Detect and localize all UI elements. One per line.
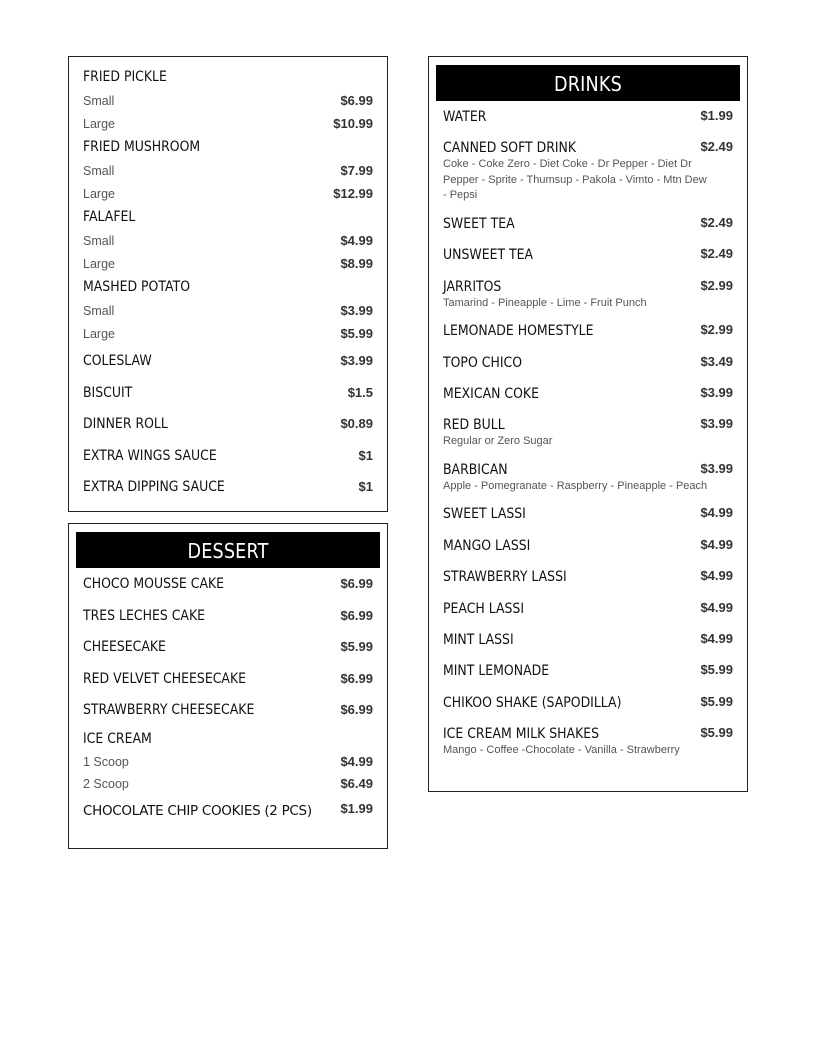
- item-price: $6.99: [340, 576, 373, 591]
- item-price: $0.89: [340, 416, 373, 431]
- item-name: BISCUIT: [83, 384, 133, 401]
- menu-item-red-velvet-cheesecake: [83, 663, 373, 695]
- item-name: STRAWBERRY LASSI: [443, 569, 567, 586]
- menu-item-falafel: [83, 205, 373, 229]
- item-name: CHOCO MOUSSE CAKE: [83, 576, 225, 592]
- menu-item-water: [443, 101, 733, 132]
- menu-item-barbican: [443, 454, 733, 495]
- item-name: UNSWEET TEA: [443, 247, 534, 264]
- variant-label: Large: [83, 187, 115, 201]
- item-price: $6.99: [340, 607, 373, 623]
- sides-list: [83, 65, 373, 503]
- variant-label: Large: [83, 257, 115, 271]
- dessert-menu-panel: [68, 523, 388, 849]
- item-price: $2.99: [700, 277, 733, 293]
- item-price: $7.99: [340, 163, 373, 178]
- menu-item-strawberry-lassi: [443, 561, 733, 592]
- item-name: MEXICAN COKE: [443, 385, 539, 402]
- item-name: EXTRA WINGS SAUCE: [83, 447, 217, 464]
- item-description: Coke - Coke Zero - Diet Coke - Dr Pepper - Diet Dr Pepper - Sprite - Thumsup - Pakola - Vimto - Mtn Dew - Pepsi: [443, 158, 707, 202]
- item-name: COLESLAW: [83, 353, 152, 369]
- item-name: DINNER ROLL: [83, 416, 168, 432]
- item-price: $3.99: [700, 460, 733, 476]
- item-description: Regular or Zero Sugar: [443, 435, 553, 448]
- item-name: CHEESECAKE: [83, 639, 166, 655]
- variant-label: Small: [83, 94, 115, 108]
- item-name: MINT LASSI: [443, 631, 514, 648]
- menu-item-tres-leches-cake: [83, 600, 373, 632]
- item-price: $1.5: [347, 384, 373, 400]
- item-price: $4.99: [700, 536, 733, 552]
- item-price: $6.99: [340, 702, 373, 717]
- item-price: $5.99: [700, 662, 733, 678]
- item-price: $4.99: [700, 505, 733, 521]
- menu-item-canned-soft-drink: [443, 132, 733, 204]
- dessert-header: [76, 532, 380, 568]
- menu-item-biscuit: [83, 377, 373, 409]
- item-price: $10.99: [333, 116, 373, 131]
- variant-row: [83, 159, 373, 182]
- item-price: $5.99: [700, 725, 733, 741]
- drinks-menu-panel: [428, 56, 748, 792]
- sides-menu-panel: [68, 56, 388, 512]
- menu-item-choco-mousse-cake: [83, 568, 373, 600]
- item-price: $1: [358, 447, 373, 463]
- variant-label: Large: [83, 327, 115, 341]
- variant-label: 1 Scoop: [83, 754, 129, 769]
- menu-item-ice-cream-milk-shakes: [443, 718, 733, 759]
- menu-item-mexican-coke: [443, 378, 733, 409]
- item-name: CANNED SOFT DRINK: [443, 140, 577, 157]
- item-name: EXTRA DIPPING SAUCE: [83, 479, 225, 495]
- menu-item-sweet-tea: [443, 208, 733, 239]
- item-price: $3.99: [700, 384, 733, 400]
- menu-item-jarritos: [443, 271, 733, 312]
- item-price: $6.49: [340, 776, 373, 791]
- variant-label: Large: [83, 117, 115, 131]
- variant-row: [83, 322, 373, 345]
- menu-item-mint-lemonade: [443, 655, 733, 686]
- item-price: $6.99: [340, 670, 373, 686]
- item-price: $2.49: [700, 214, 733, 230]
- variant-row: [83, 112, 373, 135]
- menu-item-mashed-potato: [83, 275, 373, 299]
- variant-row: [83, 750, 373, 773]
- item-name: TRES LECHES CAKE: [83, 607, 206, 624]
- menu-item-strawberry-cheesecake: [83, 694, 373, 726]
- item-price: $3.99: [340, 353, 373, 368]
- variant-label: Small: [83, 304, 115, 318]
- item-price: $5.99: [340, 639, 373, 654]
- variant-row: [83, 182, 373, 205]
- menu-item-lemonade-homestyle: [443, 315, 733, 346]
- item-name: STRAWBERRY CHEESECAKE: [83, 702, 255, 718]
- menu-item-chikoo-shake: [443, 687, 733, 718]
- menu-item-dinner-roll: [83, 408, 373, 440]
- item-price: $4.99: [700, 630, 733, 646]
- item-name: MINT LEMONADE: [443, 663, 550, 680]
- menu-item-coleslaw: [83, 345, 373, 377]
- drinks-header: [436, 65, 740, 101]
- item-name: ICE CREAM MILK SHAKES: [443, 726, 600, 743]
- variant-row: [83, 229, 373, 252]
- variant-label: Small: [83, 164, 115, 178]
- item-name: LEMONADE HOMESTYLE: [443, 323, 594, 340]
- item-price: $2.49: [700, 246, 733, 262]
- variant-row: [83, 772, 373, 795]
- item-name: WATER: [443, 109, 487, 125]
- variant-row: [83, 89, 373, 112]
- menu-item-extra-wings-sauce: [83, 440, 373, 472]
- item-name: ICE CREAM: [83, 730, 152, 747]
- menu-item-mint-lassi: [443, 624, 733, 655]
- section-title: DESSERT: [94, 532, 362, 568]
- item-name: FRIED PICKLE: [83, 69, 167, 85]
- item-price: $5.99: [700, 693, 733, 709]
- menu-item-chocolate-chip-cookies: [83, 795, 373, 819]
- item-price: $3.49: [700, 353, 733, 369]
- item-price: $3.99: [340, 303, 373, 318]
- item-name: FRIED MUSHROOM: [83, 139, 201, 155]
- item-name: SWEET TEA: [443, 215, 515, 232]
- item-price: $5.99: [340, 326, 373, 341]
- drinks-list: [436, 101, 740, 759]
- item-name: SWEET LASSI: [443, 506, 526, 523]
- item-name: RED BULL: [443, 417, 505, 434]
- menu-item-extra-dipping-sauce: [83, 471, 373, 503]
- variant-row: [83, 252, 373, 275]
- item-price: $3.99: [700, 416, 733, 432]
- item-description: Mango - Coffee -Chocolate - Vanilla - Strawberry: [443, 744, 680, 757]
- menu-item-fried-mushroom: [83, 135, 373, 159]
- item-price: $4.99: [700, 599, 733, 615]
- menu-item-unsweet-tea: [443, 239, 733, 270]
- item-description: Tamarind - Pineapple - Lime - Fruit Punch: [443, 296, 647, 309]
- variant-label: 2 Scoop: [83, 777, 129, 791]
- section-title: DRINKS: [454, 65, 722, 101]
- item-price: $4.99: [340, 233, 373, 248]
- menu-item-ice-cream: [83, 726, 373, 750]
- item-price: $6.99: [340, 93, 373, 108]
- item-name: TOPO CHICO: [443, 354, 523, 371]
- menu-item-topo-chico: [443, 347, 733, 378]
- item-price: $12.99: [333, 186, 373, 201]
- item-name: JARRITOS: [443, 278, 502, 295]
- item-price: $1.99: [340, 800, 373, 816]
- menu-item-mango-lassi: [443, 530, 733, 561]
- item-price: $2.99: [700, 322, 733, 338]
- item-price: $4.99: [700, 568, 733, 584]
- dessert-list: [76, 568, 380, 819]
- item-price: $1: [358, 479, 373, 494]
- item-name: MANGO LASSI: [443, 537, 531, 554]
- menu-item-cheesecake: [83, 631, 373, 663]
- item-name: FALAFEL: [83, 209, 136, 225]
- item-price: $4.99: [340, 753, 373, 769]
- item-name: PEACH LASSI: [443, 600, 525, 617]
- menu-item-peach-lassi: [443, 593, 733, 624]
- item-name: CHOCOLATE CHIP COOKIES (2 PCS): [83, 802, 312, 819]
- item-name: BARBICAN: [443, 461, 508, 478]
- variant-row: [83, 299, 373, 322]
- item-name: RED VELVET CHEESECAKE: [83, 670, 247, 687]
- item-price: $1.99: [700, 108, 733, 123]
- menu-item-sweet-lassi: [443, 498, 733, 529]
- variant-label: Small: [83, 234, 115, 248]
- item-name: CHIKOO SHAKE (SAPODILLA): [443, 694, 622, 711]
- item-description: Apple - Pomegranate - Raspberry - Pineapple - Peach: [443, 479, 708, 492]
- item-name: MASHED POTATO: [83, 279, 191, 295]
- item-price: $8.99: [340, 256, 373, 271]
- menu-item-red-bull: [443, 409, 733, 450]
- menu-item-fried-pickle: [83, 65, 373, 89]
- item-price: $2.49: [700, 139, 733, 155]
